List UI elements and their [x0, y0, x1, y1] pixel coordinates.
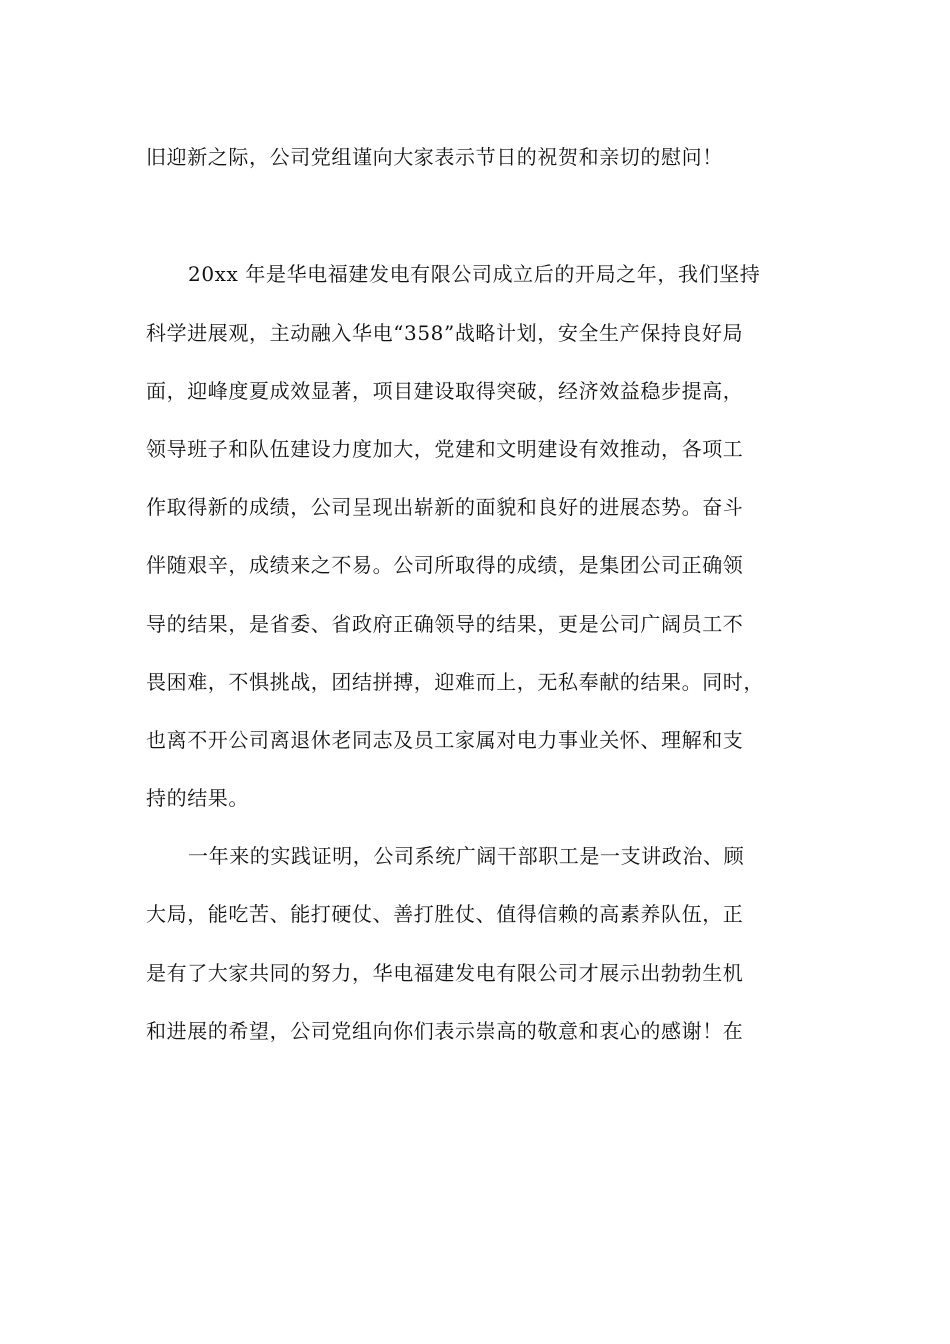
body-text: [146, 128, 826, 1060]
text-line: 大局，能吃苦、能打硬仗、善打胜仗、值得信赖的高素养队伍，正: [146, 902, 744, 927]
text-line: [146, 187, 826, 245]
text-line: 面，迎峰度夏成效显著，项目建设取得突破，经济效益稳步提高，: [146, 378, 744, 403]
text-line: 领导班子和队伍建设力度加大，党建和文明建设有效推动，各项工: [146, 436, 744, 461]
paragraph-first-line: 一年来的实践证明，公司系统广阔干部职工是一支讲政治、顾: [188, 844, 745, 869]
text-line: 科学进展观，主动融入华电“358”战略计划，安全生产保持良好局: [146, 320, 744, 345]
text-line: 畏困难，不惧挑战，团结拼搏，迎难而上，无私奉献的结果。同时，: [146, 669, 764, 694]
text-line: 和进展的希望，公司党组向你们表示崇高的敬意和衷心的感谢！在: [146, 1018, 744, 1043]
text-line: 旧迎新之际，公司党组谨向大家表示节日的祝贺和亲切的慰问！: [146, 145, 723, 169]
text-line: 也离不开公司离退休老同志及员工家属对电力事业关怀、理解和支: [146, 727, 744, 752]
text-line: 作取得新的成绩，公司呈现出崭新的面貌和良好的进展态势。奋斗: [146, 495, 744, 520]
text-line: 持的结果。: [146, 786, 249, 811]
text-line: 是有了大家共同的努力，华电福建发电有限公司才展示出勃勃生机: [146, 960, 744, 985]
paragraph-first-line: 20xx 年是华电福建发电有限公司成立后的开局之年，我们坚持: [188, 262, 761, 287]
text-line: 导的结果，是省委、省政府正确领导的结果，更是公司广阔员工不: [146, 611, 744, 636]
text-line: 伴随艰辛，成绩来之不易。公司所取得的成绩，是集团公司正确领: [146, 553, 744, 578]
